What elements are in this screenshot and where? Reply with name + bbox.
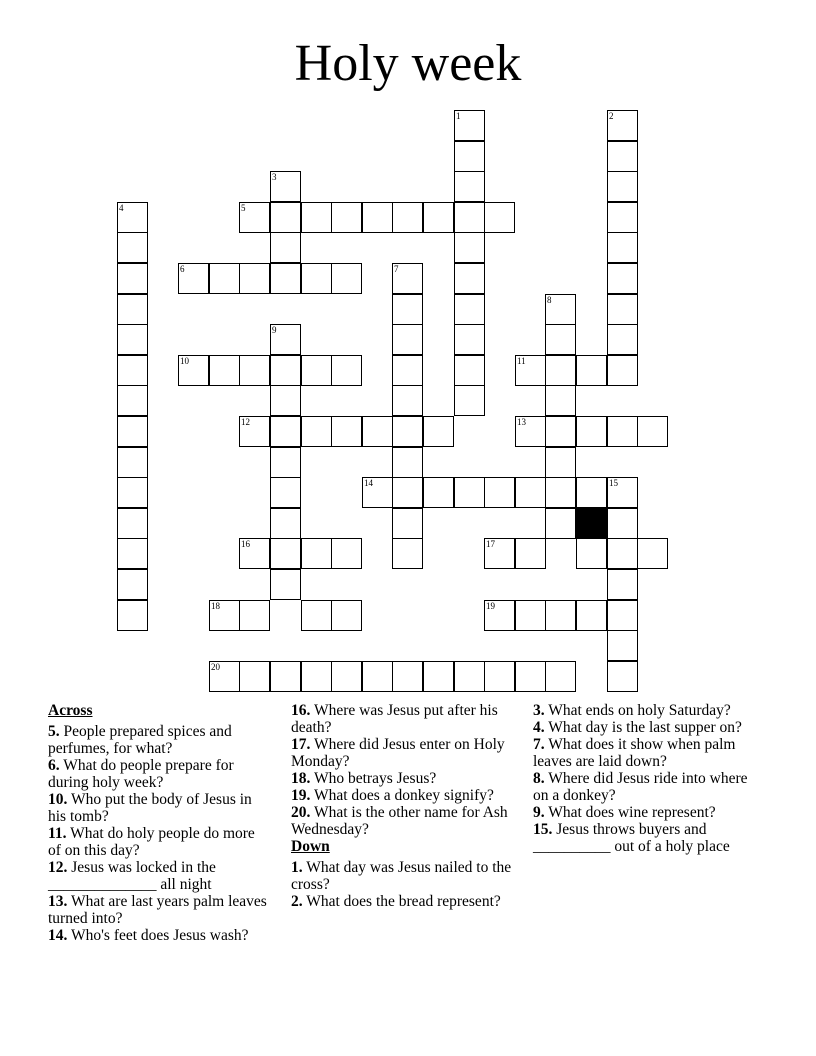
grid-cell[interactable]: [607, 600, 638, 631]
puzzle-title: Holy week: [294, 35, 522, 92]
grid-cell[interactable]: [270, 232, 301, 263]
grid-cell[interactable]: [545, 355, 576, 386]
grid-cell-17[interactable]: [484, 538, 515, 569]
grid-cell[interactable]: [392, 202, 423, 233]
clues-column-3: [533, 702, 763, 855]
grid-cell-14[interactable]: [362, 477, 393, 508]
clue-number: 9: [272, 325, 277, 335]
grid-cell[interactable]: [331, 416, 362, 447]
grid-cell[interactable]: [117, 600, 148, 631]
clue-number: 20: [211, 662, 220, 672]
grid-cell[interactable]: [362, 202, 393, 233]
grid-cell[interactable]: [392, 385, 423, 416]
grid-cell[interactable]: [270, 447, 301, 478]
grid-cell[interactable]: [484, 202, 515, 233]
grid-cell[interactable]: [515, 600, 546, 631]
grid-cell[interactable]: [270, 538, 301, 569]
grid-cell[interactable]: [607, 538, 638, 569]
grid-cell[interactable]: [270, 385, 301, 416]
black-square: [576, 508, 607, 539]
clue-number: 19: [486, 601, 495, 611]
grid-cell[interactable]: [270, 355, 301, 386]
grid-cell[interactable]: [454, 477, 485, 508]
grid-cell[interactable]: [239, 355, 270, 386]
clue-number: 17: [486, 539, 495, 549]
grid-cell-16[interactable]: [239, 538, 270, 569]
grid-cell[interactable]: [454, 141, 485, 172]
grid-cell[interactable]: [331, 263, 362, 294]
grid-cell[interactable]: [117, 232, 148, 263]
clue-across-18: 18. Who betrays Jesus?: [291, 770, 437, 787]
clue-number: 7: [394, 264, 399, 274]
clue-across-13: 13. What are last years palm leaves turned into?: [48, 893, 267, 927]
grid-cell[interactable]: [607, 202, 638, 233]
grid-cell[interactable]: [392, 447, 423, 478]
grid-cell[interactable]: [117, 385, 148, 416]
grid-cell[interactable]: [117, 324, 148, 355]
grid-cell[interactable]: [239, 600, 270, 631]
grid-cell[interactable]: [545, 416, 576, 447]
grid-cell[interactable]: [331, 355, 362, 386]
grid-cell[interactable]: [454, 294, 485, 325]
grid-cell[interactable]: [484, 661, 515, 692]
grid-cell[interactable]: [270, 661, 301, 692]
grid-cell[interactable]: [331, 538, 362, 569]
grid-cell[interactable]: [301, 538, 332, 569]
grid-cell[interactable]: [607, 232, 638, 263]
clue-across-20: 20. What is the other name for Ash Wednesday?: [291, 804, 508, 838]
grid-cell[interactable]: [484, 477, 515, 508]
clue-number: 15: [609, 478, 618, 488]
across-heading: Across: [48, 702, 93, 719]
clue-across-5: 5. People prepared spices and perfumes, for what?: [48, 723, 232, 757]
clue-down-9: 9. What does wine represent?: [533, 804, 716, 821]
grid-cell-9[interactable]: [270, 324, 301, 355]
clue-number: 18: [211, 601, 220, 611]
clue-down-2: 2. What does the bread represent?: [291, 893, 501, 910]
grid-cell-1[interactable]: [454, 110, 485, 141]
clues-column-2: [291, 702, 513, 910]
clue-across-19: 19. What does a donkey signify?: [291, 787, 494, 804]
grid-cell[interactable]: [209, 263, 240, 294]
grid-cell[interactable]: [423, 477, 454, 508]
grid-cell[interactable]: [239, 263, 270, 294]
grid-cell[interactable]: [301, 202, 332, 233]
grid-cell[interactable]: [545, 477, 576, 508]
grid-cell[interactable]: [117, 263, 148, 294]
grid-cell[interactable]: [576, 600, 607, 631]
grid-cell[interactable]: [607, 141, 638, 172]
grid-cell[interactable]: [515, 477, 546, 508]
grid-cell[interactable]: [392, 355, 423, 386]
grid-cell[interactable]: [423, 661, 454, 692]
grid-cell[interactable]: [454, 263, 485, 294]
grid-cell[interactable]: [392, 538, 423, 569]
grid-cell[interactable]: [270, 508, 301, 539]
grid-cell[interactable]: [392, 508, 423, 539]
grid-cell[interactable]: [117, 477, 148, 508]
grid-cell[interactable]: [301, 600, 332, 631]
clue-across-12: 12. Jesus was locked in the ______________ all night: [48, 859, 216, 893]
grid-cell[interactable]: [117, 447, 148, 478]
grid-cell[interactable]: [545, 447, 576, 478]
grid-cell[interactable]: [607, 171, 638, 202]
clue-across-10: 10. Who put the body of Jesus in his tomb?: [48, 791, 252, 825]
grid-cell[interactable]: [301, 263, 332, 294]
grid-cell-20[interactable]: [209, 661, 240, 692]
grid-cell[interactable]: [607, 661, 638, 692]
clue-number: 4: [119, 203, 124, 213]
clue-number: 8: [547, 295, 552, 305]
grid-cell-7[interactable]: [392, 263, 423, 294]
clue-number: 2: [609, 111, 614, 121]
clues-column-1: [48, 702, 270, 944]
grid-cell[interactable]: [607, 416, 638, 447]
grid-cell[interactable]: [362, 416, 393, 447]
grid-cell[interactable]: [545, 508, 576, 539]
grid-cell[interactable]: [637, 416, 668, 447]
grid-cell[interactable]: [209, 355, 240, 386]
clue-number: 5: [241, 203, 246, 213]
grid-cell[interactable]: [576, 355, 607, 386]
grid-cell-4[interactable]: [117, 202, 148, 233]
grid-cell[interactable]: [545, 600, 576, 631]
grid-cell[interactable]: [331, 600, 362, 631]
grid-cell[interactable]: [454, 324, 485, 355]
grid-cell[interactable]: [607, 294, 638, 325]
clue-number: 16: [241, 539, 250, 549]
clue-down-1: 1. What day was Jesus nailed to the cross?: [291, 859, 512, 893]
grid-cell[interactable]: [270, 263, 301, 294]
clue-across-6: 6. What do people prepare for during holy week?: [48, 757, 234, 791]
clue-number: 1: [456, 111, 461, 121]
grid-cell[interactable]: [576, 477, 607, 508]
clue-down-8: 8. Where did Jesus ride into where on a donkey?: [533, 770, 748, 804]
grid-cell[interactable]: [423, 202, 454, 233]
grid-cell[interactable]: [392, 416, 423, 447]
grid-cell[interactable]: [117, 294, 148, 325]
grid-cell[interactable]: [423, 416, 454, 447]
grid-cell[interactable]: [637, 538, 668, 569]
clue-across-16: 16. Where was Jesus put after his death?: [291, 702, 498, 736]
clue-number: 13: [517, 417, 526, 427]
clue-number: 12: [241, 417, 250, 427]
grid-cell[interactable]: [454, 355, 485, 386]
grid-cell-6[interactable]: [178, 263, 209, 294]
grid-cell[interactable]: [515, 538, 546, 569]
grid-cell-13[interactable]: [515, 416, 546, 447]
grid-cell[interactable]: [270, 477, 301, 508]
clue-down-3: 3. What ends on holy Saturday?: [533, 702, 731, 719]
grid-cell[interactable]: [454, 171, 485, 202]
grid-cell[interactable]: [454, 232, 485, 263]
grid-cell[interactable]: [515, 661, 546, 692]
grid-cell[interactable]: [607, 508, 638, 539]
grid-cell[interactable]: [545, 661, 576, 692]
clue-across-14: 14. Who's feet does Jesus wash?: [48, 927, 249, 944]
clue-down-15: 15. Jesus throws buyers and __________ out of a holy place: [533, 821, 730, 855]
grid-cell-2[interactable]: [607, 110, 638, 141]
grid-cell[interactable]: [239, 661, 270, 692]
grid-cell[interactable]: [331, 661, 362, 692]
grid-cell-18[interactable]: [209, 600, 240, 631]
grid-cell[interactable]: [545, 324, 576, 355]
clue-number: 3: [272, 172, 277, 182]
clue-number: 6: [180, 264, 185, 274]
grid-cell[interactable]: [454, 661, 485, 692]
grid-cell[interactable]: [607, 324, 638, 355]
clue-down-4: 4. What day is the last supper on?: [533, 719, 742, 736]
grid-cell-10[interactable]: [178, 355, 209, 386]
grid-cell[interactable]: [392, 324, 423, 355]
grid-cell-19[interactable]: [484, 600, 515, 631]
grid-cell[interactable]: [270, 416, 301, 447]
grid-cell-5[interactable]: [239, 202, 270, 233]
grid-cell[interactable]: [331, 202, 362, 233]
grid-cell[interactable]: [117, 569, 148, 600]
clue-number: 14: [364, 478, 373, 488]
grid-cell-15[interactable]: [607, 477, 638, 508]
grid-cell[interactable]: [301, 661, 332, 692]
grid-cell-8[interactable]: [545, 294, 576, 325]
grid-cell[interactable]: [545, 385, 576, 416]
grid-cell[interactable]: [454, 385, 485, 416]
grid-cell[interactable]: [454, 202, 485, 233]
grid-cell-12[interactable]: [239, 416, 270, 447]
grid-cell[interactable]: [576, 538, 607, 569]
grid-cell[interactable]: [270, 202, 301, 233]
grid-cell[interactable]: [392, 294, 423, 325]
clue-across-11: 11. What do holy people do more of on this day?: [48, 825, 255, 859]
grid-cell[interactable]: [301, 355, 332, 386]
clue-number: 11: [517, 356, 526, 366]
down-heading: Down: [291, 838, 330, 855]
grid-cell[interactable]: [607, 630, 638, 661]
grid-cell[interactable]: [607, 263, 638, 294]
grid-cell[interactable]: [392, 661, 423, 692]
grid-cell[interactable]: [117, 355, 148, 386]
grid-cell[interactable]: [392, 477, 423, 508]
grid-cell-11[interactable]: [515, 355, 546, 386]
grid-cell[interactable]: [362, 661, 393, 692]
grid-cell[interactable]: [117, 508, 148, 539]
grid-cell[interactable]: [607, 569, 638, 600]
grid-cell[interactable]: [607, 355, 638, 386]
grid-cell[interactable]: [270, 569, 301, 600]
grid-cell[interactable]: [301, 416, 332, 447]
clue-down-7: 7. What does it show when palm leaves are laid down?: [533, 736, 736, 770]
grid-cell[interactable]: [117, 416, 148, 447]
clue-across-17: 17. Where did Jesus enter on Holy Monday?: [291, 736, 505, 770]
clue-number: 10: [180, 356, 189, 366]
grid-cell-3[interactable]: [270, 171, 301, 202]
grid-cell[interactable]: [117, 538, 148, 569]
grid-cell[interactable]: [576, 416, 607, 447]
